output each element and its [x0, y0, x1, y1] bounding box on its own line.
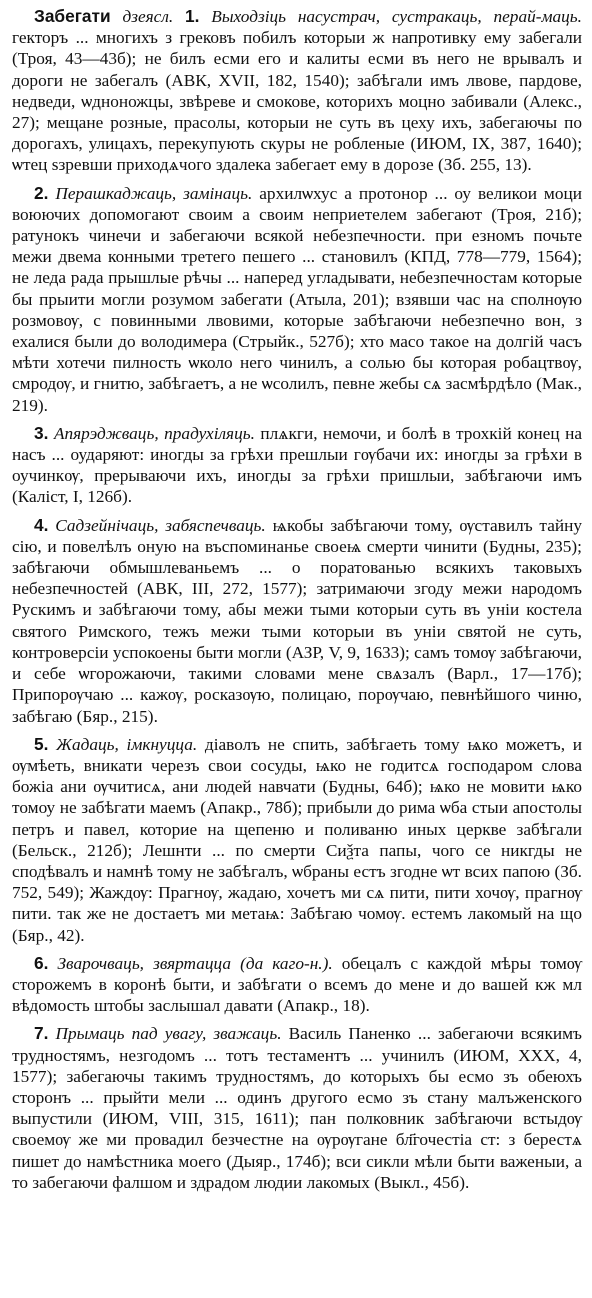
- dictionary-entry: [12, 6, 582, 176]
- sense-citations: обецалъ с каждой мѣры томѹ сторожемъ в коронѣ быти, и забѣгати о всемъ до мене и до вашей кж мл вѣдомость штобы заслышал давати (Апакр., 18).: [12, 953, 582, 1016]
- sense-6: [12, 953, 582, 1017]
- sense-gloss: Выходзіць насустрач, сустракаць, перай-маць.: [211, 7, 582, 26]
- sense-5: [12, 734, 582, 946]
- sense-number: 1.: [185, 6, 200, 26]
- part-of-speech: дзеясл.: [122, 7, 174, 26]
- sense-gloss: Жадаць, імкнуцца.: [56, 734, 198, 754]
- sense-citations: архилѡхус а протонор ... оу великои моци воюючих допомогают своим а своим неприетелем забегают (Троя, 21б); ратунокъ чинечи и забегаючи всякой небезпечности. при езномъ почьте межи двема конными третего пешего ... становилъ (КПД, 778—779, 1564); не леда рада прышлые рѣчы ... наперед угладывати, небезпечностам которые бы прыити могли розумом забегати (Атыла, 201); взявши час на сполнѹю розмовѹ, с повинными лвовими, которые забѣгаючи небезпечно вон, з ехалися были до володимера (Стрыйк., 527б); хто масо такое на долгій часъ мѣти хотечи пилность ѡколо него чинилъ, а солью бы которая робацтвѹ, смродѹ, и гнитю, забѣгаетъ, а не ѡсолилъ, певне жебы сѧ засмѣрдѣло (Мак., 219).: [12, 183, 582, 415]
- sense-7: [12, 1023, 582, 1193]
- sense-number: 3.: [34, 422, 49, 443]
- sense-3: [12, 423, 582, 508]
- sense-number: 4.: [34, 514, 49, 535]
- sense-number: 7.: [34, 1023, 49, 1044]
- sense-citations: Василь Паненко ... забегаючи всякимъ трудностямъ, незгодомъ ... тотъ тестаментъ ... учинилъ (ИЮМ, XXX, 4, 1577); забегаючы такимъ трудностямъ, до которыхъ бы есмо зъ обеюхъ сторонъ ... прыйти мели ... одинъ другого есмо зъ стану малъженского выпустили (ИЮМ, VIII, 315, 1611); пан полковник забѣгаючи встыдѹ своемѹ же ми провадил безчестне на ѹрѹгане бл҃гочестіа ст: з берестѧ пишет до намѣстника моего (Дыяр., 174б); вси сикли мѣли быти важеныи, а то забегаючи фалшом и здрадом людии лакомых (Выкл., 45б).: [12, 1024, 582, 1192]
- sense-gloss: Садзейнічаць, забяспечваць.: [55, 515, 266, 535]
- sense-citations: ѩкобы забѣгаючи тому, ѹставилъ тайну сію, и повелѣлъ оную на въспоминанье своеѩ смерти чинити (Будны, 235); забѣгаючи обмышлеваньемъ ... о поратованью всякихъ таковыхъ небезпечностей (АВК, III, 272, 1577); затримаючи згоду межи народомъ Рускимъ и забѣгаючи тому, абы межи тыми которыи суть въ уніи костела святого Римского, тежъ межи тыми которыи въ уніи святой не суть, контроверсіи успокоены быти могли (АЗР, V, 9, 1633); самъ томѹ забѣгаючи, и себе ѡгорожаючи, такими словами мене свѧзалъ (Варл., 17—17б); Припорѹчаю ... кажѹ, росказѹю, полицаю, порѹчаю, певнѣйшого чиню, забѣгаю (Бяр., 215).: [12, 515, 583, 726]
- sense-number: 5.: [34, 733, 49, 754]
- sense-gloss: Апярэджваць, прадухіляць.: [53, 423, 255, 443]
- sense-citations: гекторъ ... многихъ з грековъ побилъ которыи ж напротивку ему забегали (Троя, 43—43б); не билъ есми его и калиты есми въ него не врывалъ и дороги не забегалъ (АВК, XVII, 182, 1540); забѣгали имъ лвове, пардове, недведи, ѡдноножцы, звѣреве и смокове, которихъ моцно забивали (Алекс., 27); мещане розные, прасолы, которыи не суть въ цеху ихъ, забегаючы по дорогахъ, улицахъ, перекупують скуры не робленые (ИЮМ, IX, 387, 1640); ѡтец ѕзревши приходѧчого здалека забегает ему в дорозе (Зб. 255, 13).: [12, 28, 582, 175]
- sense-number: 6.: [34, 952, 49, 973]
- sense-gloss: Прымаць пад увагу, зважаць.: [55, 1024, 282, 1044]
- headword: Забегати: [34, 6, 111, 26]
- sense-citations: діаволъ не спить, забѣгаеть тому ѩко можетъ, и ѹмѣеть, вникати черезъ свои сосуды, ѩко не годитсѧ господаром слова божіа ани ѹчитисѧ, ани людей навчати (Будны, 64б); ѩко не мовити ѩко томоу не забѣгати маемъ (Апакр., 78б); прибыли до рима ѡба стыи апостолы петръ и павел, которие на щепеню и поливаню иных церкве забѣгали (Бельск., 212б); Лешнти ... по смерти Сиѯта папы, чого се никгды не сподѣвалъ и намнѣ тому не забѣгалъ, ѡбраны естъ згодне ѡт всих папою (Зб. 752, 549); Жаждѹ: Прагнѹ, жадаю, хочетъ ми сѧ пити, пити хочѹ, прагнѹ пити. так же не достаетъ ми метаѩ: Забѣгаю чомѹ. естемъ лакомый на що (Бяр., 42).: [12, 734, 582, 945]
- sense-citations: плѧкги, немочи, и болѣ в трохкій конец на насъ ... оударяют: иногды за грѣхи прешлыи гѹбачи их: иногды за грѣхи в оучинкѹ, прерываючи ихъ, иногды за грѣхи пришлыи, забѣгаючи имъ (Каліст, I, 126б).: [12, 423, 582, 507]
- sense-4: [12, 515, 582, 727]
- sense-2: [12, 183, 582, 416]
- sense-number: 2.: [34, 182, 49, 203]
- sense-gloss: Перашкаджаць, замінаць.: [55, 183, 253, 203]
- sense-gloss: Зварочваць, звяртацца (да каго-н.).: [57, 953, 333, 973]
